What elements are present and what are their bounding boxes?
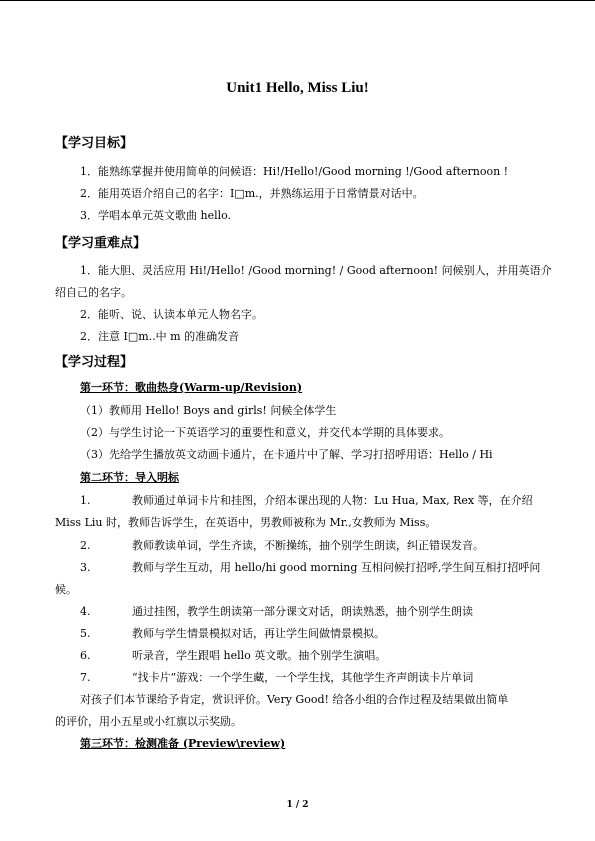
section2-item <box>80 539 484 553</box>
heading-goals: 【学习目标】 <box>55 136 134 151</box>
keypoint-item: 2．注意 I□m..中 m 的准确发音 <box>80 330 240 343</box>
page-number: 1 / 2 <box>286 800 309 810</box>
item-text: 教师教读单词，学生齐读，不断操练，抽个别学生朗读，纠正错误发音。 <box>132 539 484 552</box>
section2-closing: 对孩子们本节课给予肯定，赏识评价。Very Good! 给各小组的合作过程及结果做出简单 <box>80 693 509 706</box>
item-number: 5. <box>80 627 91 640</box>
heading-keypoints: 【学习重难点】 <box>55 236 147 251</box>
top-border <box>0 0 595 1</box>
keypoint-item: 绍自己的名字。 <box>55 286 132 299</box>
section2-item <box>80 494 533 508</box>
item-number: 3. <box>80 561 91 574</box>
section1-item: （1）教师用 Hello! Boys and girls! 问候全体学生 <box>80 404 337 417</box>
section2-item <box>80 605 473 619</box>
item-text: 通过挂图，教学生朗读第一部分课文对话，朗读熟悉，抽个别学生朗读 <box>132 605 473 618</box>
item-text: 教师与学生情景模拟对话，再让学生间做情景模拟。 <box>132 627 385 640</box>
item-number: 6. <box>80 649 91 662</box>
section2-item-continued: Miss Liu 时，教师告诉学生，在英语中，男教师被称为 Mr.,女教师为 Miss。 <box>55 516 437 529</box>
section1-item: （2）与学生讨论一下英语学习的重要性和意义，并交代本学期的具体要求。 <box>80 426 450 439</box>
item-number: 1. <box>80 494 91 507</box>
section2-item <box>80 561 540 575</box>
section3-title: 第三环节：检测准备 (Preview\review) <box>80 737 286 750</box>
item-number: 4. <box>80 605 91 618</box>
section2-item <box>80 649 386 663</box>
page-title: Unit1 Hello, Miss Liu! <box>226 80 369 96</box>
goal-item: 3．学唱本单元英文歌曲 hello. <box>80 209 232 222</box>
goal-item: 1．能熟练掌握并使用简单的问候语：Hi!/Hello!/Good morning !/Good afternoon ! <box>80 165 509 178</box>
section2-item <box>80 627 385 641</box>
keypoint-item: 2．能听、说、认读本单元人物名字。 <box>80 308 263 321</box>
item-text: “找卡片”游戏：一个学生藏，一个学生找，其他学生齐声朗读卡片单词 <box>132 671 474 684</box>
keypoint-item: 1．能大胆、灵活应用 Hi!/Hello! /Good morning! / Good afternoon! 问候别人，并用英语介 <box>80 264 552 277</box>
section2-closing: 的评价，用小五星或小红旗以示奖励。 <box>55 715 242 728</box>
section2-title: 第二环节：导入明标 <box>80 471 179 484</box>
section2-item <box>80 671 473 685</box>
goal-item: 2．能用英语介绍自己的名字：I□m.，并熟练运用于日常情景对话中。 <box>80 187 424 200</box>
section2-item-continued: 候。 <box>55 583 77 596</box>
item-number: 7. <box>80 671 91 684</box>
item-text: 听录音，学生跟唱 hello 英文歌。抽个别学生演唱。 <box>132 649 387 662</box>
heading-process: 【学习过程】 <box>55 355 134 370</box>
item-text: 教师通过单词卡片和挂图，介绍本课出现的人物：Lu Hua, Max, Rex 等，在介绍 <box>132 494 533 507</box>
section1-item: （3）先给学生播放英文动画卡通片，在卡通片中了解、学习打招呼用语：Hello / Hi <box>80 448 493 461</box>
item-text: 教师与学生互动，用 hello/hi good morning 互相问候打招呼,学生间互相打招呼问 <box>132 561 541 574</box>
section1-title: 第一环节：歌曲热身(Warm-up/Revision) <box>80 381 303 394</box>
item-number: 2. <box>80 539 91 552</box>
